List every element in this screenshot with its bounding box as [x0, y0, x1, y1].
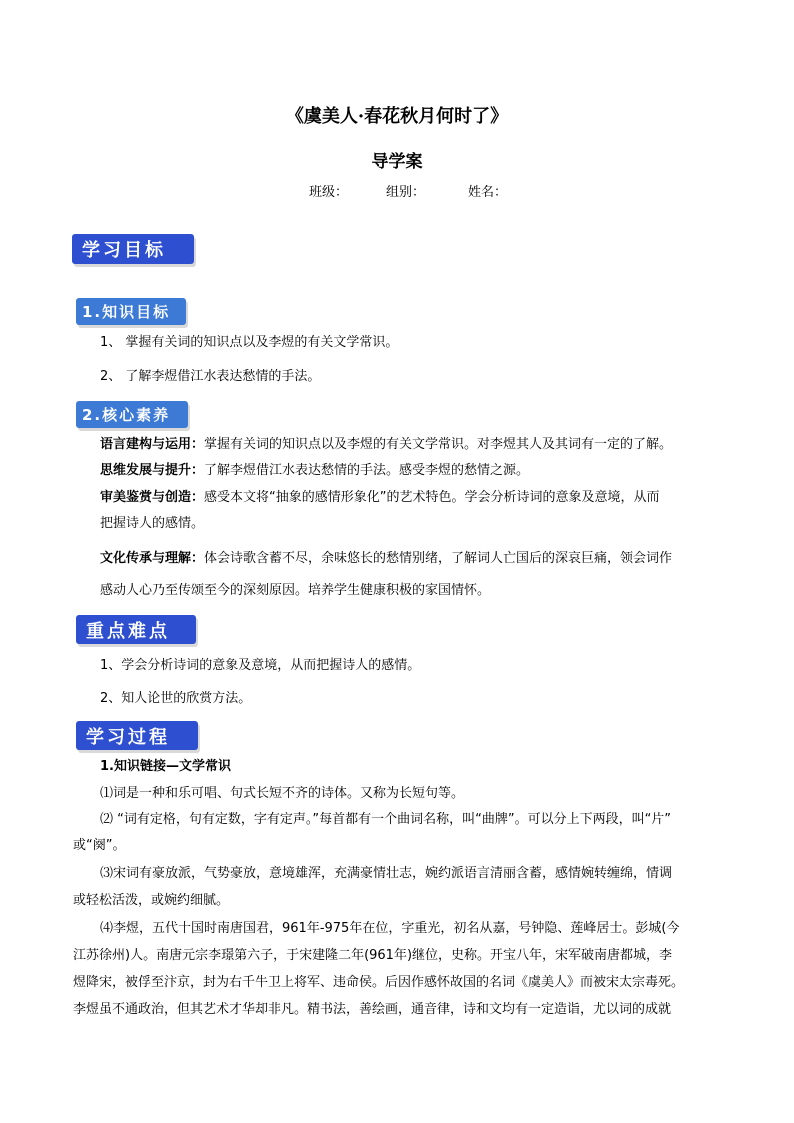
key-point-item: 2、知人论世的欣赏方法。	[100, 691, 252, 706]
subsection-banner-knowledge	[76, 298, 186, 325]
literacy-item-culture-cont: 感动人心乃至传颂至今的深刻原因。培养学生健康积极的家国情怀。	[100, 583, 491, 598]
literacy-item-aesthetic	[100, 488, 660, 508]
subsection-banner-literacy	[76, 401, 188, 428]
section-banner-label: 学习过程	[86, 726, 170, 748]
section-banner-key-points	[76, 615, 196, 644]
literacy-item-thinking	[100, 461, 529, 481]
class-field-label: 班级：	[309, 185, 349, 200]
subsection-banner-label: 2.核心素养	[82, 406, 171, 424]
literacy-text: 掌握有关词的知识点以及李煜的有关文学常识。对李煜其人及其词有一定的了解。	[204, 437, 673, 452]
literacy-text: 感受本文将“抽象的感情形象化”的艺术特色。学会分析诗词的意象及意境，从而	[204, 490, 660, 505]
key-point-item: 1、学会分析诗词的意象及意境，从而把握诗人的感情。	[100, 658, 421, 673]
process-line: ⑶宋词有豪放派，气势豪放，意境雄浑，充满豪情壮志，婉约派语言清丽含蓄，感情婉转缠绵，情调	[100, 866, 673, 881]
process-line: 李煜虽不通政治，但其艺术才华却非凡。精书法，善绘画，通音律，诗和文均有一定造诣，尤以词的成就	[73, 1002, 672, 1017]
process-line: ⑷李煜，五代十国时南唐国君，961年-975年在位，字重光，初名从嘉，号钟隐、莲峰居士。彭城(今	[100, 921, 680, 936]
section-banner-objectives	[72, 234, 194, 264]
process-line: ⑴词是一种和乐可唱、句式长短不齐的诗体。又称为长短句等。	[100, 786, 465, 801]
group-field-label: 组别：	[386, 185, 426, 200]
section-banner-label: 重点难点	[86, 620, 170, 642]
literacy-label: 文化传承与理解：	[100, 551, 205, 566]
process-line: ⑵ “词有定格，句有定数，字有定声。”每首都有一个曲词名称，叫“曲牌”。可以分上下两段，叫“片”	[100, 812, 672, 827]
process-line: 煜降宋，被俘至汴京，封为右千牛卫上将军、违命侯。后因作感怀故国的名词《虞美人》而被宋太宗毒死。	[73, 975, 685, 990]
knowledge-item: 1、 掌握有关词的知识点以及李煜的有关文学常识。	[100, 335, 399, 350]
literacy-text: 了解李煜借江水表达愁情的手法。感受李煜的愁情之源。	[204, 463, 530, 478]
literacy-label: 思维发展与提升：	[100, 463, 205, 478]
literacy-item-culture	[100, 549, 672, 569]
subsection-banner-label: 1.知识目标	[82, 303, 171, 321]
process-line: 或轻松活泼，或婉约细腻。	[73, 893, 230, 908]
process-heading: 1.知识链接—文学常识	[100, 759, 231, 774]
literacy-text: 体会诗歌含蓄不尽，余味悠长的愁情别绪，了解词人亡国后的深哀巨痛，领会词作	[204, 551, 673, 566]
name-field-label: 姓名：	[468, 185, 508, 200]
section-banner-label: 学习目标	[82, 240, 166, 261]
document-subtitle: 导学案	[371, 152, 423, 172]
section-banner-process	[76, 721, 198, 750]
document-title: 《虞美人·春花秋月何时了》	[285, 106, 509, 127]
literacy-label: 审美鉴赏与创造：	[100, 490, 205, 505]
process-line: 江苏徐州)人。南唐元宗李璟第六子，于宋建隆二年(961年)继位，史称。开宝八年，宋军破南唐都城，李	[73, 948, 673, 963]
literacy-item-aesthetic-cont: 把握诗人的感情。	[100, 516, 205, 531]
knowledge-item: 2、 了解李煜借江水表达愁情的手法。	[100, 369, 321, 384]
literacy-label: 语言建构与运用：	[100, 437, 205, 452]
literacy-item-language	[100, 435, 672, 455]
process-line: 或“阕”。	[73, 838, 126, 853]
